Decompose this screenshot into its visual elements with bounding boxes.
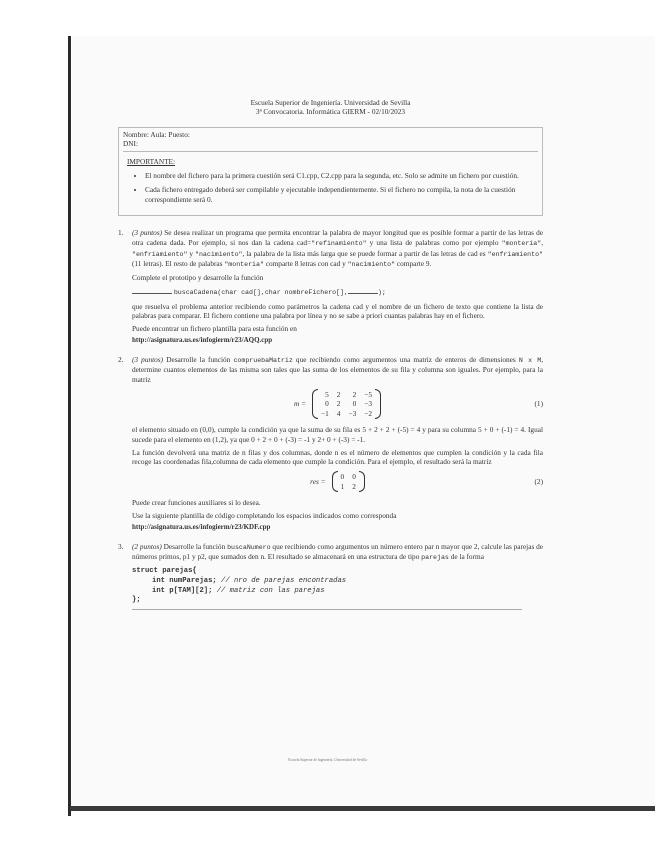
equation-2 bbox=[132, 471, 543, 492]
equation-label: (1) bbox=[534, 399, 543, 409]
matrix-cell: −2 bbox=[364, 408, 372, 418]
important-list bbox=[127, 171, 534, 205]
code-line: }; bbox=[132, 596, 141, 605]
matrix-cell: 0 bbox=[352, 471, 356, 481]
matrix-cell: −1 bbox=[321, 408, 329, 418]
matrix-res bbox=[332, 471, 365, 492]
matrix-cell: 0 bbox=[325, 399, 329, 409]
q1-paragraph-2: Complete el prototipo y desarrolle la función bbox=[132, 273, 264, 283]
matrix-cell: −3 bbox=[348, 408, 357, 418]
code-line bbox=[132, 577, 543, 587]
q1-code: "nacimiento" bbox=[347, 261, 396, 269]
q2-points: (3 puntos) bbox=[132, 354, 164, 364]
q3-paragraph-1 bbox=[132, 542, 543, 563]
q2-paragraph-1 bbox=[132, 355, 543, 385]
q3-text: Desarrolle la función bbox=[163, 541, 226, 551]
q2-func-name: compruebaMatriz bbox=[233, 356, 293, 364]
student-name-line: Nombre: Aula: Puesto: bbox=[123, 129, 190, 139]
q1-paragraph-4: Puede encontrar un fichero plantilla para esta función en bbox=[132, 323, 297, 333]
section-divider bbox=[132, 609, 522, 610]
equation-lhs: m = bbox=[294, 399, 307, 409]
matrix-cell: 1 bbox=[340, 481, 345, 491]
code-statement: int p[TAM][2]; bbox=[152, 586, 213, 595]
q3-type-name: parejas bbox=[421, 554, 449, 562]
equation-1 bbox=[132, 389, 543, 420]
prototype-blank bbox=[132, 286, 172, 294]
scan-edge-bottom bbox=[70, 806, 655, 811]
prototype-code-end: ); bbox=[377, 288, 386, 296]
q1-text: y bbox=[189, 248, 194, 258]
question-number: 2. bbox=[118, 354, 124, 364]
scan-edge-left bbox=[68, 36, 71, 816]
question-body bbox=[132, 542, 543, 610]
code-comment: // matriz con las parejas bbox=[216, 586, 325, 595]
q2-url: http://asignatura.us.es/infogierm/r23/KDF.cpp bbox=[132, 523, 271, 532]
q1-text: comparte 8 letras con cad y bbox=[265, 259, 346, 269]
matrix-cell: 0 bbox=[340, 471, 345, 481]
equation-label: (2) bbox=[534, 476, 543, 486]
q1-url: http://asignatura.us.es/infogierm/r23/AQQ.cpp bbox=[132, 336, 273, 345]
q2-paragraph-4: Puede crear funciones auxiliares si lo desea. bbox=[132, 498, 261, 508]
matrix-cell: −5 bbox=[364, 389, 372, 399]
question-number: 3. bbox=[118, 541, 124, 551]
matrix-cell: 0 bbox=[352, 399, 357, 409]
q1-code: "nacimiento" bbox=[195, 250, 243, 258]
matrix-grid bbox=[338, 471, 359, 492]
question-body bbox=[132, 355, 543, 536]
question-1 bbox=[118, 228, 543, 348]
q1-prototype bbox=[132, 286, 543, 298]
q3-func-name: buscaNumero bbox=[227, 543, 271, 551]
prototype-blank bbox=[348, 286, 378, 294]
important-item: • El nombre del fichero para la primera cuestión será C1.cpp, C2.cpp para la segunda, etc. Solo se admite un fichero por cuestión. bbox=[145, 171, 534, 181]
q2-text: que recibiendo como argumentos una matriz de enteros de dimensiones bbox=[295, 354, 516, 364]
q2-dims: N x M bbox=[518, 356, 542, 364]
header-school: Escuela Superior de Ingeniería. Universidad de Sevilla bbox=[250, 98, 411, 107]
q3-text: de la forma bbox=[450, 552, 484, 562]
important-title: IMPORTANTE: bbox=[127, 156, 176, 166]
q1-code: "refinamiento" bbox=[311, 240, 367, 248]
matrix-cell: −3 bbox=[364, 399, 372, 409]
q2-paragraph-5: Use la siguiente plantilla de código completando los espacios indicados como corresponda bbox=[132, 510, 397, 520]
matrix-cell: 2 bbox=[336, 389, 341, 399]
q1-text: Se desea realizar un programa que permita encontrar la palabra de mayor longitud que es posible formar a partir de las letras de otra cadena dada. Por ejemplo, si nos dan la cadena cad= bbox=[132, 228, 544, 248]
code-line: struct parejas{ bbox=[132, 567, 197, 576]
q1-text: , la palabra de la lista más larga que se puede formar a partir de las letras de cad es bbox=[242, 248, 486, 258]
header-exam: 3ª Convocatoria. Informática GIERM - 02/10/2023 bbox=[255, 107, 406, 117]
matrix-cell: 4 bbox=[336, 408, 341, 418]
question-body bbox=[132, 228, 543, 348]
exam-header bbox=[118, 98, 543, 117]
q3-text: que recibiendo como argumentos un número entero par n mayor que 2, calcule las parejas de números primos, p1 y p2, que sumados den n. El resultado se almacenará en una estructura de tipo bbox=[132, 541, 544, 562]
q1-points: (3 puntos) bbox=[132, 228, 163, 238]
q1-paragraph-1 bbox=[132, 228, 543, 270]
q3-code-block bbox=[132, 567, 543, 606]
q1-code: "monteria" bbox=[224, 261, 264, 269]
q2-text: Desarrolle la función bbox=[166, 354, 231, 364]
matrix-cell: 2 bbox=[336, 399, 341, 409]
code-statement: int numParejas; bbox=[152, 576, 217, 585]
q2-paragraph-3: La función devolverá una matriz de n filas y dos columnas, donde n es el número de elementos que cumplen la condición y la cada fila recoge las coordenadas fila,columna de cada elemento que cumple la condición. Para el ejemplo, el resultado será la matriz bbox=[132, 447, 543, 467]
matrix-cell: 5 bbox=[325, 389, 329, 399]
exam-content bbox=[118, 98, 543, 616]
right-paren bbox=[375, 389, 381, 420]
question-3 bbox=[118, 542, 543, 610]
q2-paragraph-2: el elemento situado en (0,0), cumple la condición ya que la suma de su fila es 5 + 2 + 2 + (-5) = 4 y para su columna 5 + 0 + (-1) = 4. Igual sucede para el elemento en (1,2), ya que 0 + 2 + 0 + (-3) = -1 y 2+ 0 + (-3) = -1. bbox=[132, 425, 543, 445]
question-2 bbox=[118, 355, 543, 536]
right-paren bbox=[359, 471, 365, 492]
q2-text: , determine cuantos elementos de las misma son tales que las suma de los elementos de su fila y columna son iguales. Por ejemplo, para la matriz bbox=[132, 354, 544, 384]
student-name-row bbox=[123, 130, 538, 152]
important-item: • Cada fichero entregado deberá ser compilable y ejecutable independientemente. Si el fichero no compila, la nota de la cuestión correspondiente será 0. bbox=[145, 185, 534, 204]
q1-code: "monteria" bbox=[501, 240, 542, 248]
page-footer: Escuela Superior de Ingeniería. Universidad de Sevilla bbox=[288, 758, 367, 762]
matrix-grid bbox=[318, 389, 375, 420]
code-line bbox=[132, 587, 543, 597]
q1-text: , bbox=[541, 238, 544, 248]
important-section bbox=[123, 154, 538, 214]
q1-text: (11 letras). El resto de palabras bbox=[132, 259, 223, 269]
q1-paragraph-3: que resuelva el problema anterior recibiendo como parámetros la cadena cad y el nombre de un fichero de texto que contiene la lista de palabras para comparar. El fichero contiene una palabra por línea y no se sabe a priori cuantas palabras hay en el fichero. bbox=[132, 301, 543, 321]
student-dni-line: DNI: bbox=[123, 139, 138, 149]
matrix-cell: 2 bbox=[352, 389, 357, 399]
code-comment: // nro de parejas encontradas bbox=[221, 576, 347, 585]
matrix-m bbox=[312, 389, 381, 420]
q1-code: "enfriamiento" bbox=[132, 250, 188, 258]
q1-code: "enfriamiento" bbox=[487, 250, 544, 258]
prototype-code: buscaCadena(char cad[],char nombreFichero[], bbox=[173, 288, 348, 296]
q1-text: comparte 9. bbox=[396, 259, 432, 269]
equation-lhs: res = bbox=[310, 476, 326, 486]
student-info-box bbox=[118, 127, 543, 216]
question-number: 1. bbox=[118, 228, 124, 238]
q1-text: y una lista de palabras como por ejemplo bbox=[369, 238, 499, 248]
matrix-cell: 2 bbox=[352, 481, 356, 491]
q3-points: (2 puntos) bbox=[132, 541, 162, 551]
